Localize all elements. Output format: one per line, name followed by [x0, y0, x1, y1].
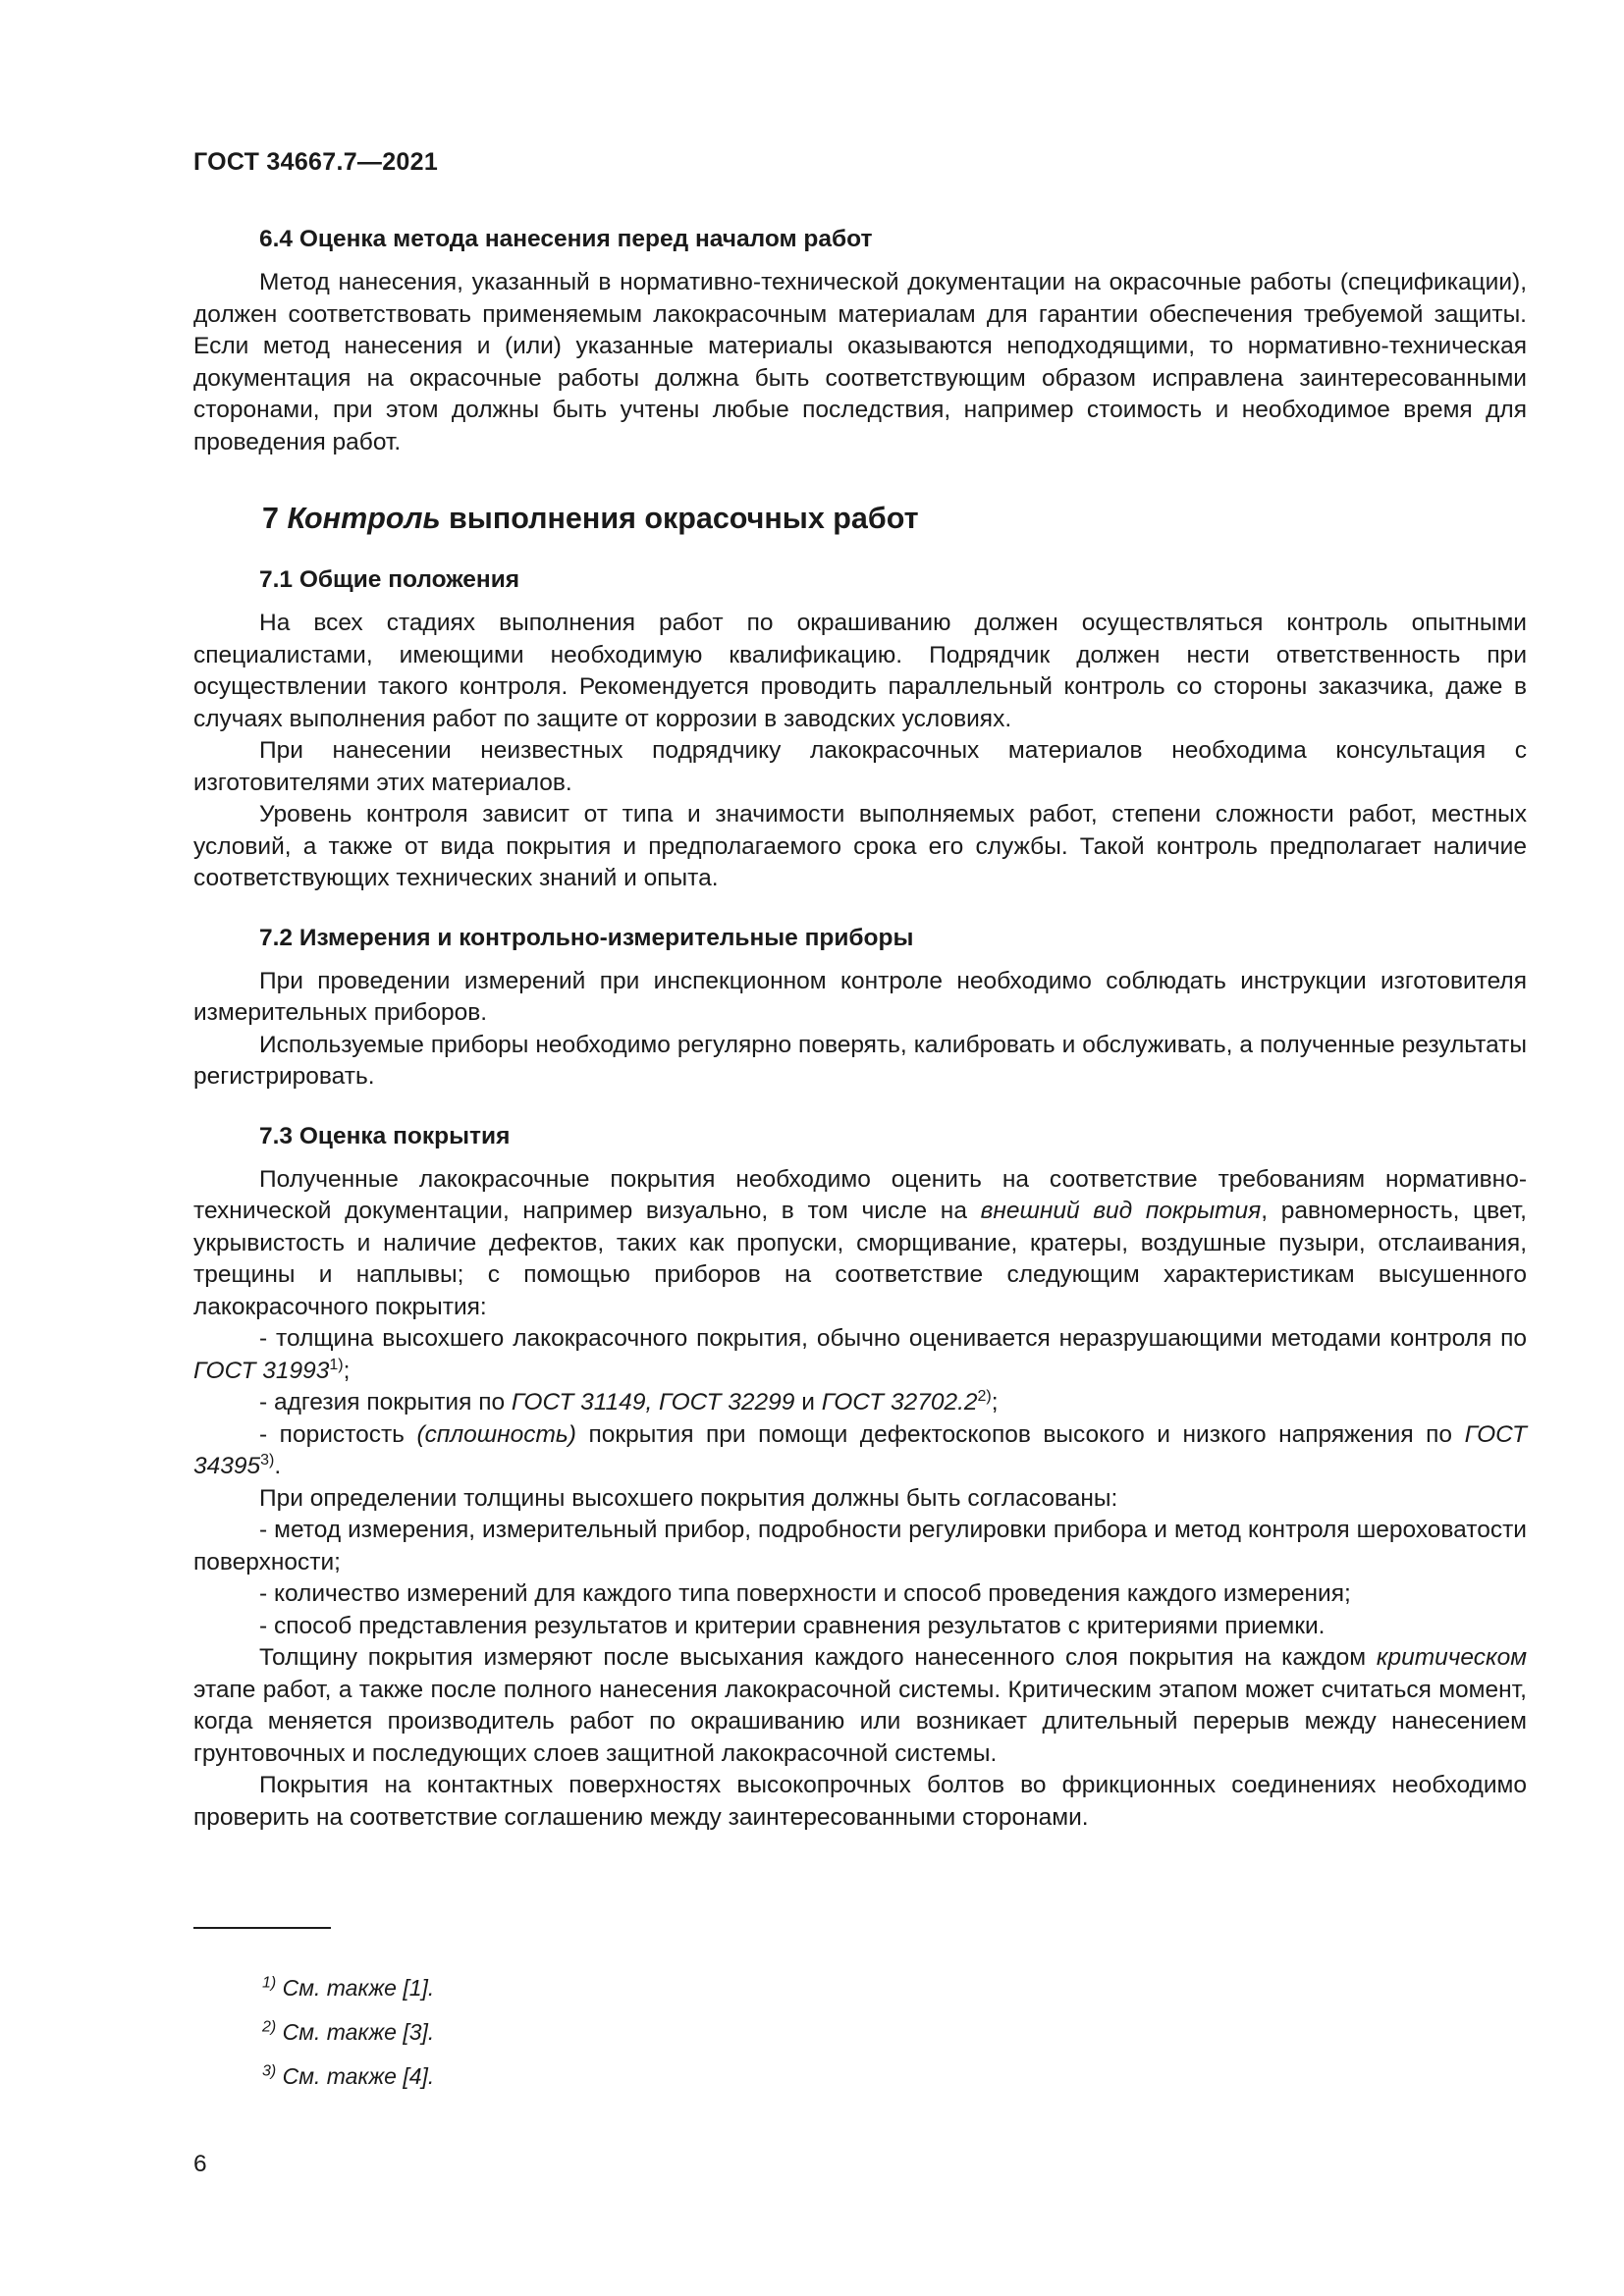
standard-reference: ГОСТ 31993: [193, 1357, 330, 1384]
footnote-mark: 2): [262, 2018, 277, 2036]
section-7-1-paragraph-3: Уровень контроля зависит от типа и значимости выполняемых работ, степени сложности работ, местных условий, а также от вида покрытия и предполагаемого срока его службы. Такой контроль предполагает наличие соответствующих технических знаний и опыта.: [193, 801, 1527, 891]
section-7-number: 7: [262, 502, 279, 535]
section-7-title-rest: выполнения окрасочных работ: [449, 502, 919, 535]
list-item-adhesion: - адгезия покрытия по ГОСТ 31149, ГОСТ 32299 и ГОСТ 32702.2$^{2)}$;: [259, 1387, 999, 1415]
emphasis-continuity: (сплошность): [416, 1420, 576, 1448]
section-7-3-paragraph-1: Полученные лакокрасочные покрытия необходимо оценить на соответствие требованиям нормативно-технической документации, например визуально, в том числе на внешний вид покрытия, равномерность, цвет, укрывистость и наличие дефектов, таких как пропуски, сморщивание, кратеры, воздушные пузыри, отслаивания, трещины и наплывы; с помощью приборов на соответствие следующим характеристикам высушенного лакокрасочного покрытия:: [193, 1165, 1527, 1320]
document-page: [193, 0, 1527, 2296]
standard-reference: ГОСТ 32702.2: [821, 1389, 978, 1415]
footnote-2: $^{2)}$ См. также [3].: [262, 2018, 435, 2045]
standard-reference: ГОСТ 34395: [193, 1420, 1527, 1479]
section-7-3-paragraph-2: При определении толщины высохшего покрытия должны быть согласованы:: [259, 1484, 1118, 1512]
list-item-porosity: - пористость (сплошность) покрытия при помощи дефектоскопов высокого и низкого напряжения по ГОСТ 34395$^{3)}$.: [193, 1420, 1527, 1479]
section-6-4-heading: 6.4 Оценка метода нанесения перед началом работ: [259, 226, 873, 252]
section-7-2-heading: 7.2 Измерения и контрольно-измерительные приборы: [259, 924, 914, 951]
section-7-2-paragraph-1: При проведении измерений при инспекционном контроле необходимо соблюдать инструкции изготовителя измерительных приборов.: [193, 967, 1527, 1026]
section-7-1-heading: 7.1 Общие положения: [259, 566, 520, 593]
document-code-header: ГОСТ 34667.7—2021: [193, 148, 439, 176]
emphasis-critical: критическом: [1376, 1644, 1527, 1671]
section-7-title-italic: Контроль: [287, 502, 441, 535]
list-item-method: - метод измерения, измерительный прибор, подробности регулировки прибора и метод контроля шероховатости поверхности;: [193, 1517, 1527, 1575]
section-7-2-paragraph-2: Используемые приборы необходимо регулярно поверять, калибровать и обслуживать, а полученные результаты регистрировать.: [193, 1031, 1527, 1090]
emphasis-appearance: внешний вид покрытия: [980, 1198, 1262, 1224]
list-item-thickness: - толщина высохшего лакокрасочного покрытия, обычно оценивается неразрушающими методами контроля по ГОСТ 31993$^{1)}$;: [193, 1325, 1527, 1384]
list-item-count: - количество измерений для каждого типа поверхности и способ проведения каждого измерения;: [259, 1580, 1351, 1607]
footnote-ref-1: 1): [329, 1356, 344, 1373]
section-6-4-paragraph: Метод нанесения, указанный в нормативно-технической документации на окрасочные работы (спецификации), должен соответствовать применяемым лакокрасочным материалам для гарантии обеспечения требуемой защиты. Если метод нанесения и (или) указанные материалы оказываются неподходящими, то нормативно-техническая документация на окрасочные работы должна быть соответствующим образом исправлена заинтересованными сторонами, при этом должны быть учтены любые последствия, например стоимость и необходимое время для проведения работ.: [193, 269, 1527, 455]
section-7-3-paragraph-3: Толщину покрытия измеряют после высыхания каждого нанесенного слоя покрытия на каждом критическом этапе работ, а также после полного нанесения лакокрасочной системы. Критическим этапом может считаться момент, когда меняется производитель работ по окрашиванию или возникает длительный перерыв между нанесением грунтовочных и последующих слоев защитной лакокрасочной системы.: [193, 1644, 1527, 1767]
page-number: 6: [193, 2151, 207, 2177]
footnote-1: $^{1)}$ См. также [1].: [262, 1974, 435, 2001]
section-7-3-paragraph-4: Покрытия на контактных поверхностях высокопрочных болтов во фрикционных соединениях необходимо проверить на соответствие соглашению между заинтересованными сторонами.: [193, 1772, 1527, 1831]
section-7-1-paragraph-2: При нанесении неизвестных подрядчику лакокрасочных материалов необходима консультация с изготовителями этих материалов.: [193, 737, 1527, 796]
footnote-separator: [193, 1927, 331, 1929]
footnote-3: $^{3)}$ См. также [4].: [262, 2062, 435, 2089]
section-7-3-heading: 7.3 Оценка покрытия: [259, 1122, 511, 1149]
footnote-mark: 3): [262, 2062, 277, 2080]
section-7-heading: [193, 499, 1527, 538]
footnote-ref-2: 2): [977, 1387, 992, 1405]
section-7-1-paragraph-1: На всех стадиях выполнения работ по окрашиванию должен осуществляться контроль опытными специалистами, имеющими необходимую квалификацию. Подрядчик должен нести ответственность при осуществлении такого контроля. Рекомендуется проводить параллельный контроль со стороны заказчика, даже в случаях выполнения работ по защите от коррозии в заводских условиях.: [193, 610, 1527, 732]
footnote-ref-3: 3): [260, 1451, 275, 1468]
page-content: [193, 224, 1527, 1834]
footnote-mark: 1): [262, 1974, 277, 1992]
standard-reference: ГОСТ 31149, ГОСТ 32299: [511, 1389, 795, 1415]
list-item-results: - способ представления результатов и критерии сравнения результатов с критериями приемки.: [259, 1612, 1326, 1639]
